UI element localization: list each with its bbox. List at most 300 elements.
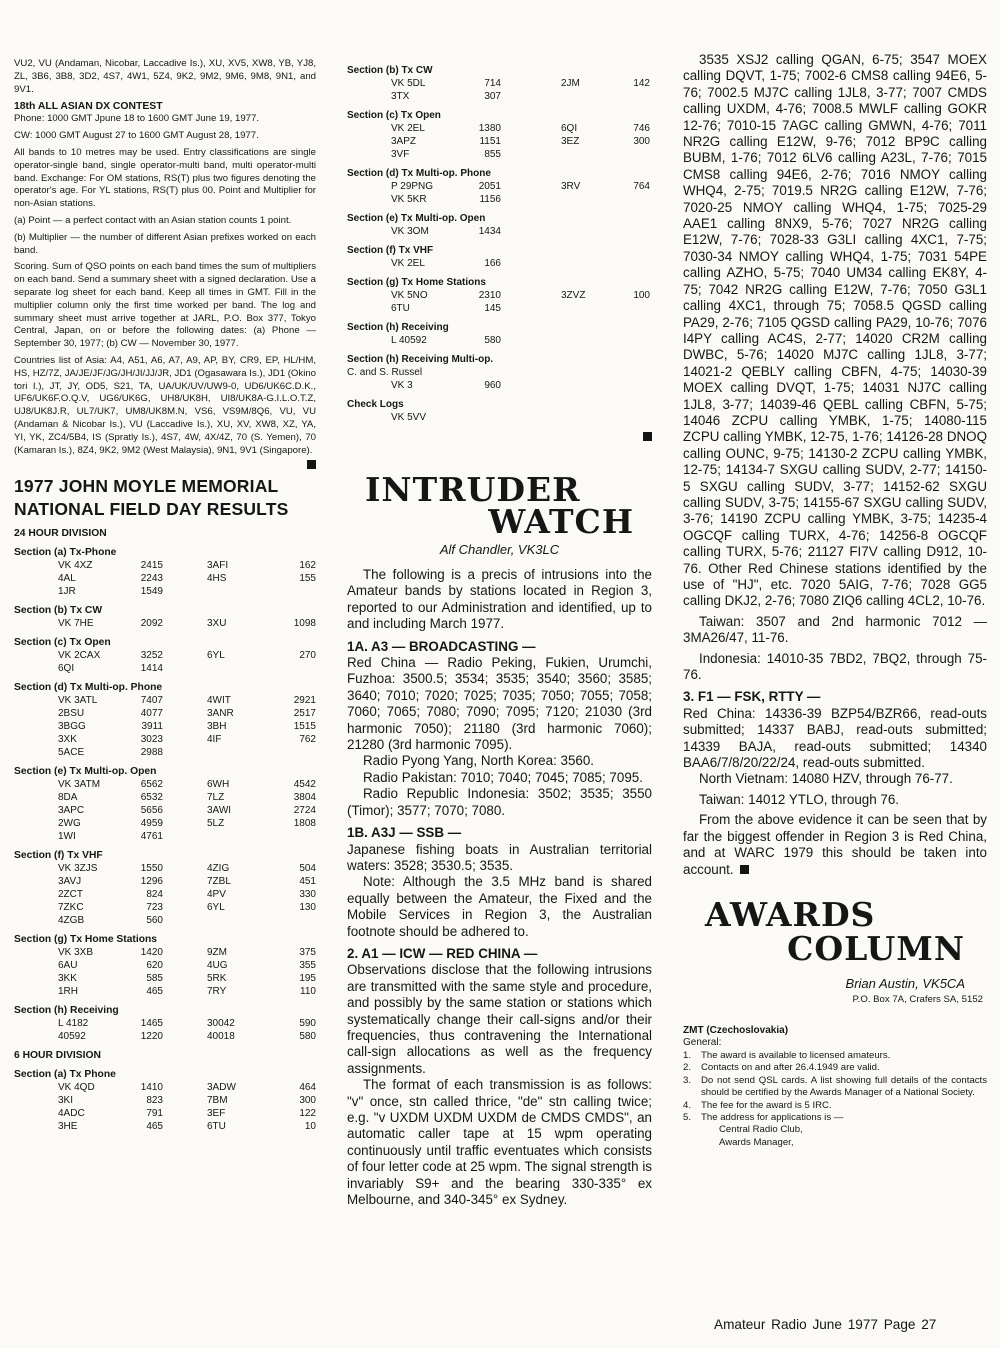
results-table xyxy=(347,225,652,238)
callsign: 3AFI xyxy=(207,560,229,572)
table-row xyxy=(14,778,316,791)
callsign: 6QI xyxy=(58,663,75,675)
section-title: Section (g) Tx Home Stations xyxy=(14,934,158,946)
award-title: ZMT (Czechoslovakia) xyxy=(683,1024,789,1036)
score: 723 xyxy=(146,902,163,914)
score: 3804 xyxy=(293,792,316,804)
callsign: 3ZVZ xyxy=(561,290,586,301)
score xyxy=(601,257,652,270)
body-paragraph: Taiwan: 14012 YTLO, through 76. xyxy=(699,791,900,807)
callsign: 3APC xyxy=(58,805,85,817)
score: 2051 xyxy=(478,181,501,192)
score: 2517 xyxy=(293,708,316,720)
score: 465 xyxy=(146,986,163,998)
table-row xyxy=(14,559,316,572)
section-title: Section (b) Tx CW xyxy=(347,65,433,76)
table-row xyxy=(347,148,652,161)
section-title: Check Logs xyxy=(347,399,404,410)
table-row xyxy=(347,90,652,103)
results-table xyxy=(14,559,316,598)
table-row xyxy=(347,334,652,347)
score: 1549 xyxy=(140,586,163,598)
score: 1410 xyxy=(140,1082,163,1094)
end-mark xyxy=(643,432,652,441)
callsign: 6YL xyxy=(207,902,225,914)
score xyxy=(601,148,652,161)
callsign: 3XU xyxy=(207,618,227,630)
score: 300 xyxy=(633,136,650,147)
table-row xyxy=(14,888,316,901)
results-table xyxy=(14,946,316,998)
body-paragraph: Red China — Radio Peking, Fukien, Urumchi, Fuzhoa: 3500.5; 3534; 3535; 3540; 3560; 3585; 3640; 7010; 7020; 7025; 7035; 7050; 7055; 7058; 7060; 7065; 7080; 7090; 7095; 7120; 21030 (3rd harmonic 7050); 21180 (3rd harmonic 7060); 21280 (3rd harmonic 7095). xyxy=(347,655,652,753)
callsign xyxy=(163,662,267,675)
table-row xyxy=(347,225,652,238)
score: 504 xyxy=(299,863,316,875)
callsign xyxy=(501,148,601,161)
callsign: 4AL xyxy=(58,573,76,585)
score: 6562 xyxy=(140,779,163,791)
table-row xyxy=(14,585,316,598)
table-row xyxy=(14,972,316,985)
results-table xyxy=(14,862,316,927)
callsign: 3BH xyxy=(207,721,227,733)
callsign: 3KK xyxy=(58,973,77,985)
contest-heading: 18th ALL ASIAN DX CONTEST xyxy=(14,101,163,113)
callsign: 3AVJ xyxy=(58,876,82,888)
score: 824 xyxy=(146,889,163,901)
score: 2243 xyxy=(140,573,163,585)
score: 330 xyxy=(299,889,316,901)
score: 1380 xyxy=(478,123,501,134)
callsign: 3EF xyxy=(207,1108,226,1120)
score: 1414 xyxy=(140,663,163,675)
callsign: 1RH xyxy=(58,986,79,998)
score: 1220 xyxy=(140,1031,163,1043)
results-24h xyxy=(14,546,316,1043)
score: 1156 xyxy=(479,194,501,205)
score: 3911 xyxy=(141,721,163,733)
table-row xyxy=(347,379,652,392)
callsign: 2JM xyxy=(561,78,580,89)
list-item: 4. The fee for the award is 5 IRC. xyxy=(683,1099,832,1111)
score: 166 xyxy=(484,258,501,269)
callsign: 5RK xyxy=(207,973,227,985)
callsign: 5ACE xyxy=(58,747,85,759)
callsign: 7BM xyxy=(207,1095,228,1107)
callsign: 3AWI xyxy=(207,805,232,817)
callsign: 3HE xyxy=(58,1121,78,1133)
masthead-line: WATCH xyxy=(488,502,634,541)
results-table xyxy=(347,257,652,270)
subsection-heading: 1B. A3J — SSB — xyxy=(347,825,462,841)
score: 2092 xyxy=(140,618,163,630)
score: 5656 xyxy=(140,805,163,817)
section-title: Section (a) Tx Phone xyxy=(14,1069,116,1081)
callsign: 6YL xyxy=(207,650,225,662)
callsign: VK 2CAX xyxy=(58,650,101,662)
score: 620 xyxy=(146,960,163,972)
left-column xyxy=(14,58,316,1133)
table-row xyxy=(347,135,652,148)
callsign: 6AU xyxy=(58,960,78,972)
callsign: 1JR xyxy=(58,586,76,598)
section-title: Section (h) Receiving xyxy=(14,1005,119,1017)
section-title: Section (h) Receiving xyxy=(347,322,449,333)
score: 100 xyxy=(633,290,650,301)
callsign: 3VF xyxy=(391,149,410,160)
body-paragraph: The format of each transmission is as follows: "v" once, stn called thrice, "de" stn calling twice; e.g. "v UXDM UXDM UXDM de CMDS CMDS", an automatic caller tape at 15 wpm operating continuously until traffic eventuates which consists of four letter code at 25 wpm. The signal strength is invariably S9+ and the bearing 330-335° ex Melbourne, and 340-345° ex Sydney. xyxy=(347,1077,652,1208)
score: 2310 xyxy=(478,290,501,301)
results-table xyxy=(347,122,652,161)
table-row xyxy=(347,77,652,90)
author-address: P.O. Box 7A, Crafers SA, 5152 xyxy=(852,993,983,1005)
table-row xyxy=(14,746,316,759)
list-item: 2. Contacts on and after 26.4.1949 are valid. xyxy=(683,1062,880,1074)
score: 451 xyxy=(299,876,316,888)
award-general-label: General: xyxy=(683,1036,722,1048)
subsection-heading: 1A. A3 — BROADCASTING — xyxy=(347,638,536,654)
division-heading-6h: 6 HOUR DIVISION xyxy=(14,1050,101,1062)
callsign: 6QI xyxy=(561,123,578,134)
conclusion-paragraph: From the above evidence it can be seen that by far the biggest offender in Region 3 is Red China, and at WARC 1979 this should be taken into account. xyxy=(683,812,987,877)
score: 762 xyxy=(299,734,316,746)
section-title: Section (h) Receiving Multi-op. xyxy=(347,354,494,365)
callsign: P 29PNG xyxy=(391,181,434,192)
callsign: 3XK xyxy=(58,734,77,746)
score: 2921 xyxy=(293,695,316,707)
score: 590 xyxy=(299,1018,316,1030)
callsign: 5LZ xyxy=(207,818,225,830)
results-table xyxy=(14,1081,316,1133)
callsign: 4IF xyxy=(207,734,222,746)
callsign: 3TX xyxy=(391,91,410,102)
results-table xyxy=(347,289,652,315)
callsign xyxy=(501,302,601,315)
score: 7407 xyxy=(140,695,163,707)
score: 1465 xyxy=(140,1018,163,1030)
callsign: 3KI xyxy=(58,1095,74,1107)
table-row xyxy=(14,914,316,927)
callsign: VK 4XZ xyxy=(58,560,93,572)
section-title: Section (g) Tx Home Stations xyxy=(347,277,486,288)
callsign: 3ANR xyxy=(207,708,234,720)
section-title: Section (e) Tx Multi-op. Open xyxy=(347,213,486,224)
score: 1296 xyxy=(140,876,163,888)
body-paragraph: North Vietnam: 14080 HZV, through 76-77. xyxy=(699,771,953,787)
score: 130 xyxy=(299,902,316,914)
table-row xyxy=(14,1107,316,1120)
score xyxy=(267,585,316,598)
callsign: 6TU xyxy=(391,303,410,314)
score xyxy=(601,225,652,238)
table-row xyxy=(14,617,316,630)
results-title: 1977 JOHN MOYLE MEMORIAL NATIONAL FIELD DAY RESULTS xyxy=(14,476,289,520)
score xyxy=(601,334,652,347)
score: 155 xyxy=(299,573,316,585)
table-row xyxy=(14,662,316,675)
callsign xyxy=(501,90,601,103)
callsign: 9ZM xyxy=(207,947,227,959)
results-table xyxy=(347,77,652,103)
callsign: 3ADW xyxy=(207,1082,236,1094)
section-title: Section (c) Tx Open xyxy=(347,110,441,121)
intro-paragraph: The following is a precis of intrusions into the Amateur bands by stations located in Region 3, reported to our Administration and identified, up to and including March 1977. xyxy=(347,567,652,632)
callsign: 3EZ xyxy=(561,136,580,147)
callsign: VK 3XB xyxy=(58,947,94,959)
score xyxy=(601,193,652,206)
table-row xyxy=(14,694,316,707)
score: 1808 xyxy=(293,818,316,830)
body-paragraph: Red China: 14336-39 BZP54/BZR66, read-outs submitted; 14337 BABJ, read-outs submitted; 14339 BAJA, read-outs submitted; 14340 BAA6/7/8/20/22/24, read-outs submitted. xyxy=(683,705,987,771)
callsign: 30042 xyxy=(207,1018,235,1030)
section-title: Section (f) Tx VHF xyxy=(347,245,434,256)
callsign xyxy=(501,225,601,238)
table-row xyxy=(14,901,316,914)
intruder-watch-masthead xyxy=(347,470,652,541)
callsign: VK 4QD xyxy=(58,1082,95,1094)
score: 465 xyxy=(146,1121,163,1133)
contest-rules: All bands to 10 metres may be used. Entry classifications are single operator-single band, single operator-multi band, multi operator-multi band. Exchange: For OM stations, RS(T) plus two figures denoting the operator's age. For YL stations, RS(T) plus 00. Point and Multiplier for non-Asian stations. xyxy=(14,146,316,210)
score: 145 xyxy=(484,303,501,314)
score: 2988 xyxy=(140,747,163,759)
results-table xyxy=(14,1017,316,1043)
score: 4761 xyxy=(140,831,163,843)
table-row xyxy=(14,946,316,959)
score: 3252 xyxy=(140,650,163,662)
table-row xyxy=(14,649,316,662)
table-row xyxy=(347,180,652,193)
table-row xyxy=(14,720,316,733)
callsign: 1WI xyxy=(58,831,76,843)
callsign: 8DA xyxy=(58,792,78,804)
callsign: VK 3OM xyxy=(391,226,429,237)
callsign: 7LZ xyxy=(207,792,225,804)
score: 714 xyxy=(484,78,501,89)
score xyxy=(267,662,316,675)
callsign xyxy=(501,334,601,347)
body-paragraph: Taiwan: 3507 and 2nd harmonic 7012 — 3MA26/47, 11-76. xyxy=(683,613,987,646)
table-row xyxy=(14,830,316,843)
score: 4959 xyxy=(140,818,163,830)
division-heading-24h: 24 HOUR DIVISION xyxy=(14,528,107,540)
score: 823 xyxy=(146,1095,163,1107)
table-row xyxy=(14,1030,316,1043)
callsign: 40592 xyxy=(58,1031,86,1043)
list-item: 1. The award is available to licensed amateurs. xyxy=(683,1049,891,1061)
results-table xyxy=(347,180,652,206)
table-row xyxy=(14,707,316,720)
table-row xyxy=(14,862,316,875)
contest-scoring: Scoring. Sum of QSO points on each band times the sum of multipliers on each band. Send a summary sheet with a signed declaration. Use a separate log sheet for each band. Keep all times in GMT. Fill in the multiplier column only the first time worked per band. The log and summary sheet must arrive together at JARL, P.O. Box 377, Tokyo Central, Japan, on or before the following dates: (a) Phone — September 30, 1977; (b) CW — November 30, 1977. xyxy=(14,261,316,350)
results-table xyxy=(14,649,316,675)
callsign: VK 3ATM xyxy=(58,779,101,791)
table-row xyxy=(14,733,316,746)
callsign: VK 5KR xyxy=(391,194,427,205)
subsection-heading: 2. A1 — ICW — RED CHINA — xyxy=(347,945,538,961)
table-row xyxy=(14,875,316,888)
callsign: 4ZGB xyxy=(58,915,85,927)
callsign: 2ZCT xyxy=(58,889,83,901)
score: 4542 xyxy=(293,779,316,791)
callsign: 4ZIG xyxy=(207,863,230,875)
callsign xyxy=(163,830,267,843)
author-byline: Brian Austin, VK5CA xyxy=(845,975,965,991)
masthead-line: AWARDS xyxy=(705,894,876,934)
end-mark xyxy=(307,460,316,469)
list-item: 3. Do not send QSL cards. A list showing full details of the contacts should be certified by the Awards Manager of a National Society. xyxy=(683,1074,987,1099)
table-row xyxy=(14,1120,316,1133)
score: 122 xyxy=(299,1108,316,1120)
page-footer: Amateur Radio June 1977 Page 27 xyxy=(714,1317,937,1332)
score: 2724 xyxy=(293,805,316,817)
callsign: 2BSU xyxy=(58,708,85,720)
callsign: VK 5DL xyxy=(391,78,426,89)
section-title: Section (e) Tx Multi-op. Open xyxy=(14,766,157,778)
end-mark xyxy=(740,865,749,874)
table-row xyxy=(14,985,316,998)
masthead-line: INTRUDER xyxy=(365,470,581,509)
callsign xyxy=(163,914,267,927)
body-paragraph: Radio Republic Indonesia: 3502; 3535; 3550 (Timor); 3577; 7070; 7080. xyxy=(347,786,652,818)
callsign: 7ZKC xyxy=(58,902,84,914)
score: 560 xyxy=(146,915,163,927)
contest-point-rule: (a) Point — a perfect contact with an Asian station counts 1 point. xyxy=(14,214,292,226)
results-6h-continued xyxy=(347,64,652,347)
callsign xyxy=(501,193,601,206)
awards-column-masthead xyxy=(683,894,987,968)
subsection-heading: 3. F1 — FSK, RTTY — xyxy=(683,689,821,705)
operator-names: C. and S. Russel xyxy=(347,367,423,378)
section-title: Section (d) Tx Multi-op. Phone xyxy=(14,682,163,694)
score: 355 xyxy=(299,960,316,972)
score xyxy=(267,914,316,927)
callsign: 4PV xyxy=(207,889,226,901)
table-row xyxy=(14,959,316,972)
callsign: L 4182 xyxy=(58,1018,89,1030)
callsign: 4ADC xyxy=(58,1108,85,1120)
score xyxy=(601,90,652,103)
callsign: VK 2EL xyxy=(391,123,425,134)
section-title: Section (a) Tx-Phone xyxy=(14,547,117,559)
section-title: Section (d) Tx Multi-op. Phone xyxy=(347,168,491,179)
body-paragraph: Radio Pakistan: 7010; 7040; 7045; 7085; 7095. xyxy=(363,769,643,785)
table-row xyxy=(14,1081,316,1094)
score: 2415 xyxy=(140,560,163,572)
callsign: 7RY xyxy=(207,986,227,998)
body-paragraph: Note: Although the 3.5 MHz band is shared equally between the Amateur, the Fixed and the Mobile Services in Region 3, the Australian footnote should be adhered to. xyxy=(347,874,652,939)
score: 1151 xyxy=(479,136,501,147)
score: 585 xyxy=(146,973,163,985)
callsign: 3APZ xyxy=(391,136,417,147)
callsign: 6WH xyxy=(207,779,230,791)
score: 110 xyxy=(300,986,316,998)
score xyxy=(601,302,652,315)
score: 1515 xyxy=(293,721,316,733)
callsign: VK 3ATL xyxy=(58,695,98,707)
table-row xyxy=(14,572,316,585)
score: 764 xyxy=(633,181,650,192)
contest-phone-dates: Phone: 1000 GMT Jpune 18 to 1600 GMT June 19, 1977. xyxy=(14,113,259,125)
table-row xyxy=(14,791,316,804)
table-row xyxy=(347,302,652,315)
table-row xyxy=(14,1094,316,1107)
intrusion-list-paragraph: 3535 XSJ2 calling QGAN, 6-75; 3547 MOEX calling DQVT, 1-75; 7002-6 CMS8 calling 94E6, 5-76; 7002.5 MJ7C calling 1JL8, 3-77; 7007 CMDS calling UXDM, 4-76; 7008.5 MWLF calling GOKR 12-76; 7010-15 7AGC calling GMWN, 4-76; 7011 NR2G calling E12W, 9-76; 7012 BP9C calling BUBM, 1-76; 7012 6LV6 calling A23L, 7-76; 7015 CMS8 calling 94E6, 2-76; 7016 NMOY calling WHQ4, 2-75; 7019.5 NR2G calling E12W, 7-76; 7020-25 NMOY calling WHQ4, 1-75; 7025-29 AAE1 calling 8NX9, 5-76; 7027 NR2G calling E12W, 7-76; 7028-33 G3LI calling 4XC1, 7-75; 7030-34 NMOY calling WHQ4, 1-75; 7031 54PE calling AZHO, 5-75; 7040 UM34 calling EK8Y, 4-75; 7042 NR2G calling E12W, 7-76; 7050 G3L1 calling 4XC1, through 75; 7058.5 QGSD calling PA29, 2-76; 7105 QGSD calling PA29, 10-76; 7076 I4PY calling AC4S, 2-77; 14020 CR2M calling DWBC, 5-76; 14020 MJ7C calling 1JL8, 3-77; 14021-2 QEBLY calling CBFN, 4-75; 14030-39 MOEX calling DVQT, 1-75; 14031 NJ7C calling 1JL8, 3-77; 14039-46 QEBL calling CBFN, 5-75; 14046 ZCPU calling YMBK, 1-75; 14080-115 ZCPU calling YMBK, 12-75, 1-76; 14126-28 DNOQ calling OUNC, 9-75; 14130-2 ZCPU calling YMBK, 12-75; 14134-7 SXGU calling SUDV, 2-77; 14150-5 SXGU calling SUDV, 3-77; 14152-62 SXGU calling SUDV, 3-75; 14155-67 SXGU calling SUDV, 3-76; 14190 ZCPU calling YMBK, 3-75; 14235-4 OGCQF calling TURX, 4-76; 14256-8 OGCQF calling TURX, 5-76; 21127 FI7V calling D912, 10-76. Other Red Chinese stations identified by the use of "HJ", etc. 7020 5AIG, 7-76; 7028 GG5 calling DKJ2, 2-76; 7080 ZIQ6 calling 4CL2, 10-76. xyxy=(683,52,987,609)
callsign xyxy=(163,585,267,598)
callsign: VK 7HE xyxy=(58,618,94,630)
results-table xyxy=(14,617,316,630)
contest-cw-dates: CW: 1000 GMT August 27 to 1600 GMT August 28, 1977. xyxy=(14,130,259,142)
table-row xyxy=(14,817,316,830)
callsign: VK 5NO xyxy=(391,290,428,301)
asia-countries-list: Countries list of Asia: A4, A51, A6, A7, A9, AP, BY, CR9, EP, HL/HM, HS, HZ/7Z, JA/JE/JF/JG/JH/JI/JJ/JR, JD1 (Ogasawara Is.), JD1 (Okino tori I.), JT, JY, OD5, S21, TA, UA/UK/UV/UW9-0, UD6/UK6C.D.K., UF6/UK6F.O.Q.V, UG6/UK6G, UH8/UK8H, UI8/UK8A-G.I.L.O.T.Z, UJ8/UK8J.R, UL7/UK7, UM8/UK8M.N, VS6, VS9M/8Q6, VU, VU (Andaman & Nicobar Is.), VU (Laccadive Is.), XU, XV, XW8, XZ, YA, YI, YK, ZC4/5B4, IS (Spratly Is.), 4S7, 4W, 4X/4Z, 70 (S. Yemen), 70 (Kamaran Is.), 8Z4, 9K2, 9M2 (West Malaysia), 9N1, 9V1 (Singapore). xyxy=(14,355,316,457)
callsign xyxy=(163,746,267,759)
score xyxy=(267,746,316,759)
callsign: 4UG xyxy=(207,960,228,972)
callsign: 2WG xyxy=(58,818,81,830)
section-title: Section (b) Tx CW xyxy=(14,605,103,617)
author-byline: Alf Chandler, VK3LC xyxy=(439,542,560,557)
score: 4077 xyxy=(140,708,163,720)
results-table xyxy=(347,334,652,347)
results-table xyxy=(14,694,316,759)
list-item: 5. The address for applications is — xyxy=(683,1111,844,1123)
callsign: 4WIT xyxy=(207,695,231,707)
callsign: 3RV xyxy=(561,181,581,192)
score: 791 xyxy=(146,1108,163,1120)
callsign: VK 3 xyxy=(391,380,413,391)
score: 6532 xyxy=(140,792,163,804)
body-paragraph: Japanese fishing boats in Australian territorial waters: 3528; 3530.5; 3535. xyxy=(347,841,652,873)
address-line: Central Radio Club, xyxy=(719,1124,803,1136)
contest-multiplier-rule: (b) Multiplier — the number of different Asian prefixes worked on each band. xyxy=(14,231,316,256)
section-title: Section (c) Tx Open xyxy=(14,637,111,649)
right-column xyxy=(683,52,987,1149)
callsign: 7ZBL xyxy=(207,876,231,888)
callsign: VK 3ZJS xyxy=(58,863,98,875)
masthead-line: COLUMN xyxy=(787,928,965,968)
score: 960 xyxy=(484,380,501,391)
score: 1420 xyxy=(140,947,163,959)
table-row xyxy=(347,122,652,135)
callsign: 40018 xyxy=(207,1031,235,1043)
score: 270 xyxy=(299,650,316,662)
score: 464 xyxy=(299,1082,316,1094)
callsign: 4HS xyxy=(207,573,227,585)
callsign: 6TU xyxy=(207,1121,226,1133)
check-log-callsign: VK 5VV xyxy=(391,412,427,423)
callsign: VK 2EL xyxy=(391,258,425,269)
score: 142 xyxy=(633,78,650,89)
award-rules-list xyxy=(683,1050,987,1124)
table-row xyxy=(347,193,652,206)
results-table xyxy=(14,778,316,843)
score: 1098 xyxy=(293,618,316,630)
score: 580 xyxy=(484,335,501,346)
score: 307 xyxy=(484,91,501,102)
callsign: 3BGG xyxy=(58,721,86,733)
section-title: Section (f) Tx VHF xyxy=(14,850,103,862)
score: 162 xyxy=(299,560,316,572)
results-table xyxy=(347,379,652,392)
callsign xyxy=(501,257,601,270)
results-6h xyxy=(14,1068,316,1133)
table-row xyxy=(347,257,652,270)
body-paragraph: Radio Pyong Yang, North Korea: 3560. xyxy=(363,753,595,769)
score: 580 xyxy=(299,1031,316,1043)
score xyxy=(267,830,316,843)
table-row xyxy=(14,804,316,817)
score: 195 xyxy=(299,973,316,985)
